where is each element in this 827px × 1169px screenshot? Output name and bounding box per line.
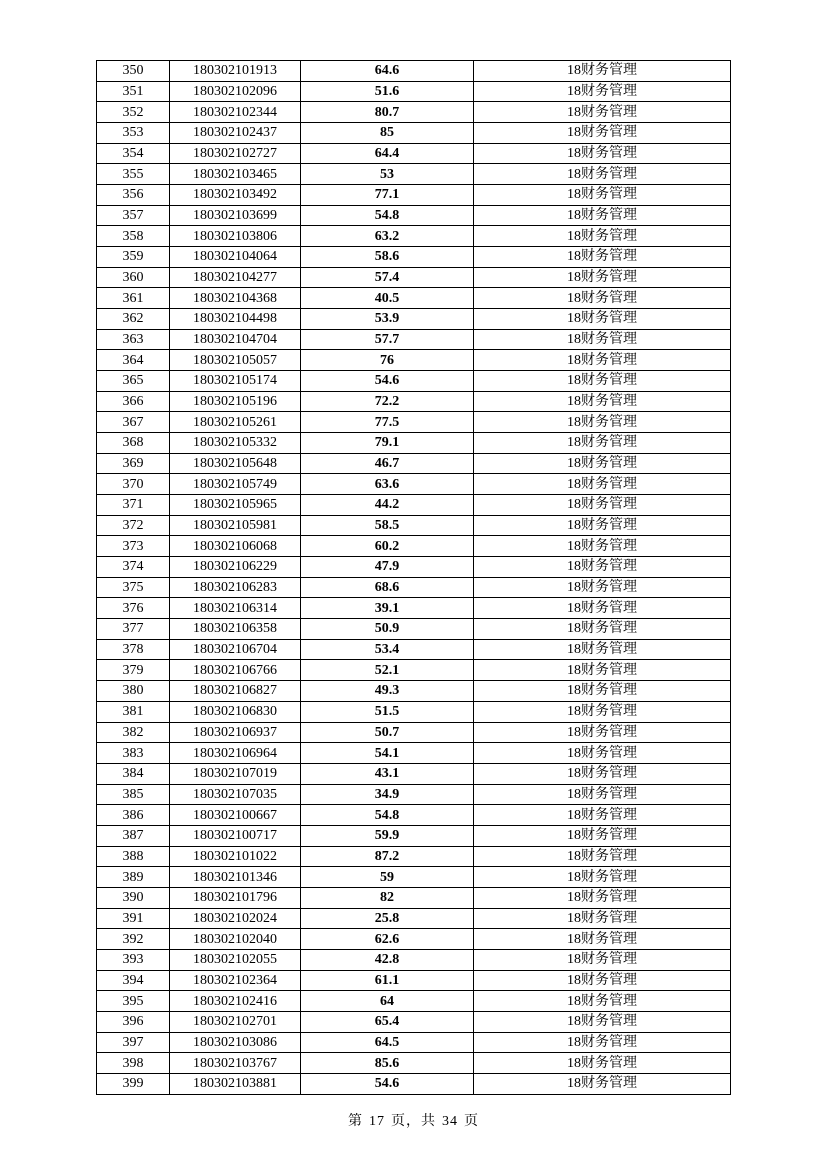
row-number-cell: 389	[97, 867, 170, 888]
table-row	[97, 577, 731, 598]
class-name-cell: 18财务管理	[474, 867, 731, 888]
row-number-cell: 374	[97, 557, 170, 578]
student-id-cell: 180302102096	[170, 81, 301, 102]
class-name-cell: 18财务管理	[474, 433, 731, 454]
row-number-cell: 391	[97, 908, 170, 929]
table-row	[97, 453, 731, 474]
student-id-cell: 180302103881	[170, 1073, 301, 1094]
student-id-cell: 180302104498	[170, 309, 301, 330]
table-row	[97, 949, 731, 970]
score-cell: 58.5	[301, 515, 474, 536]
student-id-cell: 180302102437	[170, 123, 301, 144]
student-id-cell: 180302104277	[170, 267, 301, 288]
score-cell: 64.4	[301, 143, 474, 164]
class-name-cell: 18财务管理	[474, 515, 731, 536]
row-number-cell: 379	[97, 660, 170, 681]
student-id-cell: 180302100717	[170, 825, 301, 846]
score-cell: 54.1	[301, 743, 474, 764]
student-id-cell: 180302101022	[170, 846, 301, 867]
table-row	[97, 123, 731, 144]
score-cell: 51.5	[301, 701, 474, 722]
student-id-cell: 180302105057	[170, 350, 301, 371]
student-id-cell: 180302105749	[170, 474, 301, 495]
table-row	[97, 598, 731, 619]
row-number-cell: 384	[97, 763, 170, 784]
row-number-cell: 364	[97, 350, 170, 371]
row-number-cell: 378	[97, 639, 170, 660]
table-row	[97, 515, 731, 536]
student-id-cell: 180302106068	[170, 536, 301, 557]
table-row	[97, 371, 731, 392]
table-row	[97, 991, 731, 1012]
class-name-cell: 18财务管理	[474, 577, 731, 598]
student-id-cell: 180302103465	[170, 164, 301, 185]
student-id-cell: 180302106314	[170, 598, 301, 619]
row-number-cell: 368	[97, 433, 170, 454]
student-id-cell: 180302105196	[170, 391, 301, 412]
score-cell: 54.6	[301, 371, 474, 392]
footer-suffix: 页	[464, 1114, 479, 1129]
row-number-cell: 393	[97, 949, 170, 970]
table-row	[97, 474, 731, 495]
table-row	[97, 309, 731, 330]
score-cell: 85	[301, 123, 474, 144]
row-number-cell: 360	[97, 267, 170, 288]
table-row	[97, 701, 731, 722]
class-name-cell: 18财务管理	[474, 267, 731, 288]
score-cell: 54.6	[301, 1073, 474, 1094]
student-id-cell: 180302101913	[170, 61, 301, 82]
row-number-cell: 380	[97, 681, 170, 702]
row-number-cell: 366	[97, 391, 170, 412]
student-id-cell: 180302103767	[170, 1053, 301, 1074]
row-number-cell: 350	[97, 61, 170, 82]
row-number-cell: 352	[97, 102, 170, 123]
student-id-cell: 180302105332	[170, 433, 301, 454]
row-number-cell: 392	[97, 929, 170, 950]
class-name-cell: 18财务管理	[474, 1073, 731, 1094]
score-cell: 47.9	[301, 557, 474, 578]
row-number-cell: 362	[97, 309, 170, 330]
class-name-cell: 18财务管理	[474, 743, 731, 764]
table-row	[97, 536, 731, 557]
score-cell: 51.6	[301, 81, 474, 102]
score-cell: 52.1	[301, 660, 474, 681]
table-row	[97, 164, 731, 185]
student-id-cell: 180302106358	[170, 619, 301, 640]
table-row	[97, 887, 731, 908]
row-number-cell: 365	[97, 371, 170, 392]
row-number-cell: 359	[97, 247, 170, 268]
score-cell: 77.5	[301, 412, 474, 433]
class-name-cell: 18财务管理	[474, 474, 731, 495]
score-cell: 87.2	[301, 846, 474, 867]
student-id-cell: 180302102727	[170, 143, 301, 164]
table-row	[97, 722, 731, 743]
student-id-cell: 180302102416	[170, 991, 301, 1012]
row-number-cell: 375	[97, 577, 170, 598]
class-name-cell: 18财务管理	[474, 908, 731, 929]
row-number-cell: 355	[97, 164, 170, 185]
row-number-cell: 377	[97, 619, 170, 640]
class-name-cell: 18财务管理	[474, 949, 731, 970]
class-name-cell: 18财务管理	[474, 1011, 731, 1032]
table-row	[97, 639, 731, 660]
table-row	[97, 1032, 731, 1053]
row-number-cell: 388	[97, 846, 170, 867]
score-cell: 68.6	[301, 577, 474, 598]
table-row	[97, 143, 731, 164]
class-name-cell: 18财务管理	[474, 619, 731, 640]
student-id-cell: 180302102701	[170, 1011, 301, 1032]
row-number-cell: 372	[97, 515, 170, 536]
score-cell: 59	[301, 867, 474, 888]
score-cell: 77.1	[301, 185, 474, 206]
class-name-cell: 18财务管理	[474, 639, 731, 660]
class-name-cell: 18财务管理	[474, 102, 731, 123]
score-cell: 64.6	[301, 61, 474, 82]
score-cell: 65.4	[301, 1011, 474, 1032]
table-row	[97, 557, 731, 578]
class-name-cell: 18财务管理	[474, 247, 731, 268]
score-cell: 40.5	[301, 288, 474, 309]
student-id-cell: 180302104064	[170, 247, 301, 268]
student-id-cell: 180302103086	[170, 1032, 301, 1053]
class-name-cell: 18财务管理	[474, 970, 731, 991]
class-name-cell: 18财务管理	[474, 123, 731, 144]
student-id-cell: 180302106964	[170, 743, 301, 764]
student-id-cell: 180302105965	[170, 495, 301, 516]
student-id-cell: 180302101796	[170, 887, 301, 908]
table-row	[97, 763, 731, 784]
score-cell: 53.9	[301, 309, 474, 330]
class-name-cell: 18财务管理	[474, 350, 731, 371]
student-id-cell: 180302101346	[170, 867, 301, 888]
student-id-cell: 180302107035	[170, 784, 301, 805]
student-id-cell: 180302102040	[170, 929, 301, 950]
class-name-cell: 18财务管理	[474, 453, 731, 474]
score-cell: 85.6	[301, 1053, 474, 1074]
table-row	[97, 1073, 731, 1094]
row-number-cell: 397	[97, 1032, 170, 1053]
row-number-cell: 376	[97, 598, 170, 619]
table-row	[97, 660, 731, 681]
student-id-cell: 180302107019	[170, 763, 301, 784]
class-name-cell: 18财务管理	[474, 412, 731, 433]
score-cell: 44.2	[301, 495, 474, 516]
score-cell: 46.7	[301, 453, 474, 474]
class-name-cell: 18财务管理	[474, 391, 731, 412]
footer-current-page: 17	[369, 1114, 385, 1129]
class-name-cell: 18财务管理	[474, 825, 731, 846]
row-number-cell: 353	[97, 123, 170, 144]
score-cell: 59.9	[301, 825, 474, 846]
table-row	[97, 433, 731, 454]
score-cell: 64	[301, 991, 474, 1012]
student-id-cell: 180302106229	[170, 557, 301, 578]
table-row	[97, 1053, 731, 1074]
row-number-cell: 354	[97, 143, 170, 164]
student-id-cell: 180302102024	[170, 908, 301, 929]
row-number-cell: 371	[97, 495, 170, 516]
student-id-cell: 180302104704	[170, 329, 301, 350]
class-name-cell: 18财务管理	[474, 226, 731, 247]
table-row	[97, 743, 731, 764]
class-name-cell: 18财务管理	[474, 371, 731, 392]
score-cell: 63.2	[301, 226, 474, 247]
score-cell: 57.4	[301, 267, 474, 288]
score-cell: 34.9	[301, 784, 474, 805]
row-number-cell: 369	[97, 453, 170, 474]
class-name-cell: 18财务管理	[474, 763, 731, 784]
class-name-cell: 18财务管理	[474, 557, 731, 578]
row-number-cell: 361	[97, 288, 170, 309]
score-cell: 54.8	[301, 205, 474, 226]
score-cell: 50.7	[301, 722, 474, 743]
footer-prefix: 第	[348, 1114, 363, 1129]
row-number-cell: 373	[97, 536, 170, 557]
table-row	[97, 267, 731, 288]
class-name-cell: 18财务管理	[474, 495, 731, 516]
table-row	[97, 288, 731, 309]
row-number-cell: 358	[97, 226, 170, 247]
class-name-cell: 18财务管理	[474, 701, 731, 722]
table-row	[97, 205, 731, 226]
table-row	[97, 226, 731, 247]
score-cell: 60.2	[301, 536, 474, 557]
student-id-cell: 180302100667	[170, 805, 301, 826]
table-row	[97, 908, 731, 929]
score-cell: 39.1	[301, 598, 474, 619]
footer-total-pages: 34	[442, 1114, 458, 1129]
score-cell: 63.6	[301, 474, 474, 495]
class-name-cell: 18财务管理	[474, 288, 731, 309]
class-name-cell: 18财务管理	[474, 929, 731, 950]
class-name-cell: 18财务管理	[474, 205, 731, 226]
class-name-cell: 18财务管理	[474, 846, 731, 867]
student-id-cell: 180302106937	[170, 722, 301, 743]
class-name-cell: 18财务管理	[474, 309, 731, 330]
class-name-cell: 18财务管理	[474, 81, 731, 102]
student-id-cell: 180302102344	[170, 102, 301, 123]
class-name-cell: 18财务管理	[474, 598, 731, 619]
table-row	[97, 81, 731, 102]
score-cell: 61.1	[301, 970, 474, 991]
class-name-cell: 18财务管理	[474, 61, 731, 82]
score-cell: 25.8	[301, 908, 474, 929]
student-id-cell: 180302106830	[170, 701, 301, 722]
student-id-cell: 180302106704	[170, 639, 301, 660]
row-number-cell: 396	[97, 1011, 170, 1032]
score-cell: 54.8	[301, 805, 474, 826]
row-number-cell: 386	[97, 805, 170, 826]
table-row	[97, 867, 731, 888]
student-id-cell: 180302105174	[170, 371, 301, 392]
score-cell: 49.3	[301, 681, 474, 702]
table-row	[97, 681, 731, 702]
score-cell: 42.8	[301, 949, 474, 970]
row-number-cell: 356	[97, 185, 170, 206]
footer-middle: 页，共	[391, 1114, 436, 1129]
table-row	[97, 412, 731, 433]
row-number-cell: 381	[97, 701, 170, 722]
score-cell: 53.4	[301, 639, 474, 660]
student-id-cell: 180302105981	[170, 515, 301, 536]
class-name-cell: 18财务管理	[474, 660, 731, 681]
class-name-cell: 18财务管理	[474, 805, 731, 826]
table-row	[97, 846, 731, 867]
table-row	[97, 350, 731, 371]
row-number-cell: 367	[97, 412, 170, 433]
class-name-cell: 18财务管理	[474, 164, 731, 185]
student-id-cell: 180302104368	[170, 288, 301, 309]
student-id-cell: 180302106766	[170, 660, 301, 681]
score-cell: 79.1	[301, 433, 474, 454]
table-row	[97, 329, 731, 350]
row-number-cell: 382	[97, 722, 170, 743]
class-name-cell: 18财务管理	[474, 143, 731, 164]
table-row	[97, 391, 731, 412]
score-cell: 64.5	[301, 1032, 474, 1053]
row-number-cell: 398	[97, 1053, 170, 1074]
row-number-cell: 394	[97, 970, 170, 991]
student-id-cell: 180302105261	[170, 412, 301, 433]
class-name-cell: 18财务管理	[474, 329, 731, 350]
row-number-cell: 351	[97, 81, 170, 102]
student-id-cell: 180302102055	[170, 949, 301, 970]
score-cell: 76	[301, 350, 474, 371]
score-cell: 50.9	[301, 619, 474, 640]
score-cell: 80.7	[301, 102, 474, 123]
table-row	[97, 1011, 731, 1032]
class-name-cell: 18财务管理	[474, 185, 731, 206]
score-cell: 62.6	[301, 929, 474, 950]
table-row	[97, 929, 731, 950]
student-id-cell: 180302106283	[170, 577, 301, 598]
row-number-cell: 395	[97, 991, 170, 1012]
score-cell: 72.2	[301, 391, 474, 412]
row-number-cell: 357	[97, 205, 170, 226]
row-number-cell: 363	[97, 329, 170, 350]
row-number-cell: 383	[97, 743, 170, 764]
student-id-cell: 180302103699	[170, 205, 301, 226]
class-name-cell: 18财务管理	[474, 722, 731, 743]
student-id-cell: 180302103492	[170, 185, 301, 206]
table-row	[97, 805, 731, 826]
row-number-cell: 399	[97, 1073, 170, 1094]
table-row	[97, 495, 731, 516]
table-row	[97, 825, 731, 846]
student-id-cell: 180302105648	[170, 453, 301, 474]
score-cell: 43.1	[301, 763, 474, 784]
class-name-cell: 18财务管理	[474, 536, 731, 557]
score-cell: 58.6	[301, 247, 474, 268]
table-row	[97, 619, 731, 640]
table-row	[97, 61, 731, 82]
student-id-cell: 180302103806	[170, 226, 301, 247]
class-name-cell: 18财务管理	[474, 991, 731, 1012]
class-name-cell: 18财务管理	[474, 1053, 731, 1074]
class-name-cell: 18财务管理	[474, 784, 731, 805]
row-number-cell: 385	[97, 784, 170, 805]
score-cell: 57.7	[301, 329, 474, 350]
table-row	[97, 784, 731, 805]
table-row	[97, 970, 731, 991]
row-number-cell: 370	[97, 474, 170, 495]
score-cell: 82	[301, 887, 474, 908]
score-cell: 53	[301, 164, 474, 185]
table-row	[97, 247, 731, 268]
page-footer	[0, 1110, 827, 1130]
score-table	[96, 60, 731, 1095]
student-id-cell: 180302102364	[170, 970, 301, 991]
student-id-cell: 180302106827	[170, 681, 301, 702]
table-row	[97, 185, 731, 206]
row-number-cell: 390	[97, 887, 170, 908]
row-number-cell: 387	[97, 825, 170, 846]
class-name-cell: 18财务管理	[474, 887, 731, 908]
table-row	[97, 102, 731, 123]
class-name-cell: 18财务管理	[474, 681, 731, 702]
class-name-cell: 18财务管理	[474, 1032, 731, 1053]
